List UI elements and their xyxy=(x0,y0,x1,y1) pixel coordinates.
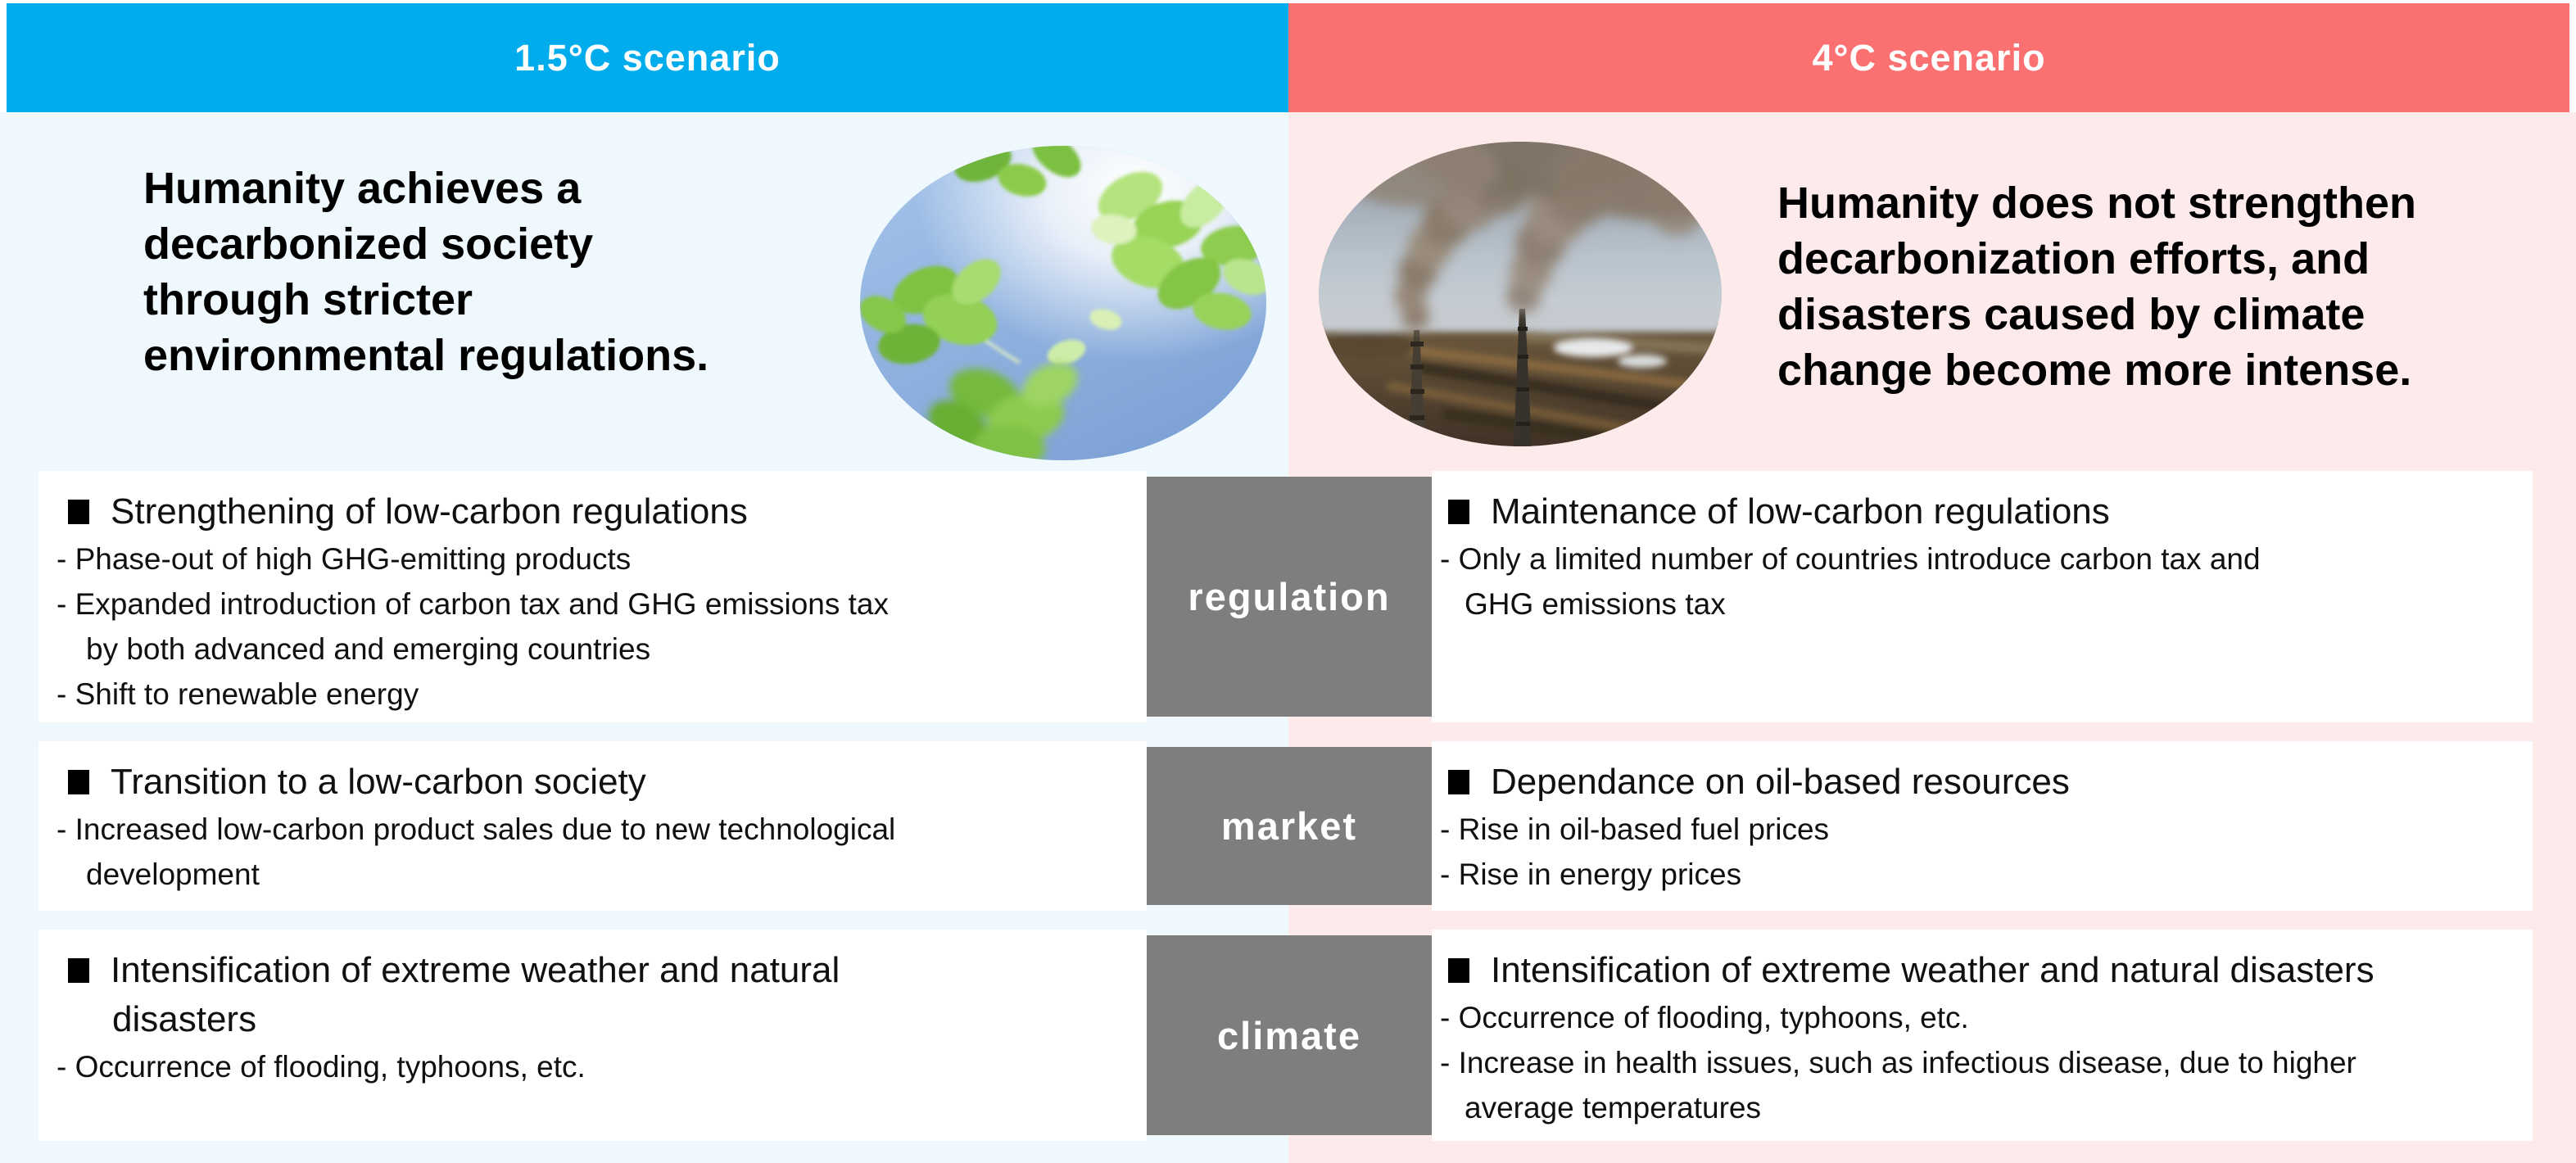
square-bullet-icon xyxy=(1448,958,1469,983)
bullet-line: - Only a limited number of countries introduce carbon tax and xyxy=(1440,542,2261,576)
intro-right-line: disasters caused by climate xyxy=(1777,290,2365,339)
market-right-heading: Dependance on oil-based resources xyxy=(1432,758,2533,807)
bullet-line: - Expanded introduction of carbon tax and GHG emissions tax xyxy=(57,587,889,621)
intro-right-text xyxy=(1777,175,2416,398)
square-bullet-icon xyxy=(68,770,89,794)
intro-right-line: Humanity does not strengthen xyxy=(1777,179,2417,228)
green-leaves-photo xyxy=(860,146,1266,460)
regulation-right-cell xyxy=(1432,471,2533,722)
intro-left-line: environmental regulations. xyxy=(143,331,709,380)
header-left-title: 1.5°C scenario xyxy=(514,36,781,79)
bullet-line: - Increase in health issues, such as infectious disease, due to higher xyxy=(1440,1046,2356,1079)
market-right-cell xyxy=(1432,741,2533,911)
square-bullet-icon xyxy=(68,500,89,524)
smokestacks-photo xyxy=(1319,142,1722,446)
row-label-climate: climate xyxy=(1147,935,1432,1135)
row-label-market: market xyxy=(1147,747,1432,905)
bullet-continuation-line: GHG emissions tax xyxy=(1465,587,1726,621)
climate-left-cell xyxy=(38,930,1147,1141)
square-bullet-icon xyxy=(1448,500,1469,524)
bullet-continuation-line: development xyxy=(86,858,260,891)
intro-right-line: change become more intense. xyxy=(1777,346,2412,395)
header-1-5c-scenario xyxy=(7,3,1288,112)
square-bullet-icon xyxy=(1448,770,1469,794)
regulation-left-cell xyxy=(38,471,1147,722)
bullet-line: - Increased low-carbon product sales due to new technological xyxy=(57,812,896,846)
intro-left-line: decarbonized society xyxy=(143,219,594,269)
square-bullet-icon xyxy=(68,958,89,983)
climate-left-heading-cont: disasters xyxy=(112,999,257,1039)
bullet-continuation-line: by both advanced and emerging countries xyxy=(86,632,651,666)
bullet-line: - Rise in oil-based fuel prices xyxy=(1440,812,1830,846)
intro-left-line: Humanity achieves a xyxy=(143,164,582,213)
row-label-regulation: regulation xyxy=(1147,477,1432,717)
climate-right-heading: Intensification of extreme weather and natural disasters xyxy=(1432,946,2533,995)
bullet-line: - Rise in energy prices xyxy=(1440,858,1742,891)
market-left-cell xyxy=(38,741,1147,911)
climate-right-cell xyxy=(1432,930,2533,1141)
bullet-continuation-line: average temperatures xyxy=(1465,1091,1761,1125)
bullet-line: - Occurrence of flooding, typhoons, etc. xyxy=(1440,1001,1969,1034)
regulation-left-heading: Strengthening of low-carbon regulations xyxy=(38,487,1147,536)
bullet-line: - Phase-out of high GHG-emitting products xyxy=(57,542,632,576)
climate-left-heading: Intensification of extreme weather and natural xyxy=(38,946,1147,995)
header-right-title: 4°C scenario xyxy=(1812,36,2046,79)
intro-left-text xyxy=(143,161,709,383)
bullet-line: - Occurrence of flooding, typhoons, etc. xyxy=(57,1050,586,1084)
regulation-right-heading: Maintenance of low-carbon regulations xyxy=(1432,487,2533,536)
intro-left-line: through stricter xyxy=(143,275,473,324)
header-4c-scenario xyxy=(1288,3,2569,112)
intro-right-line: decarbonization efforts, and xyxy=(1777,234,2370,283)
market-left-heading: Transition to a low-carbon society xyxy=(38,758,1147,807)
bullet-line: - Shift to renewable energy xyxy=(57,677,419,711)
